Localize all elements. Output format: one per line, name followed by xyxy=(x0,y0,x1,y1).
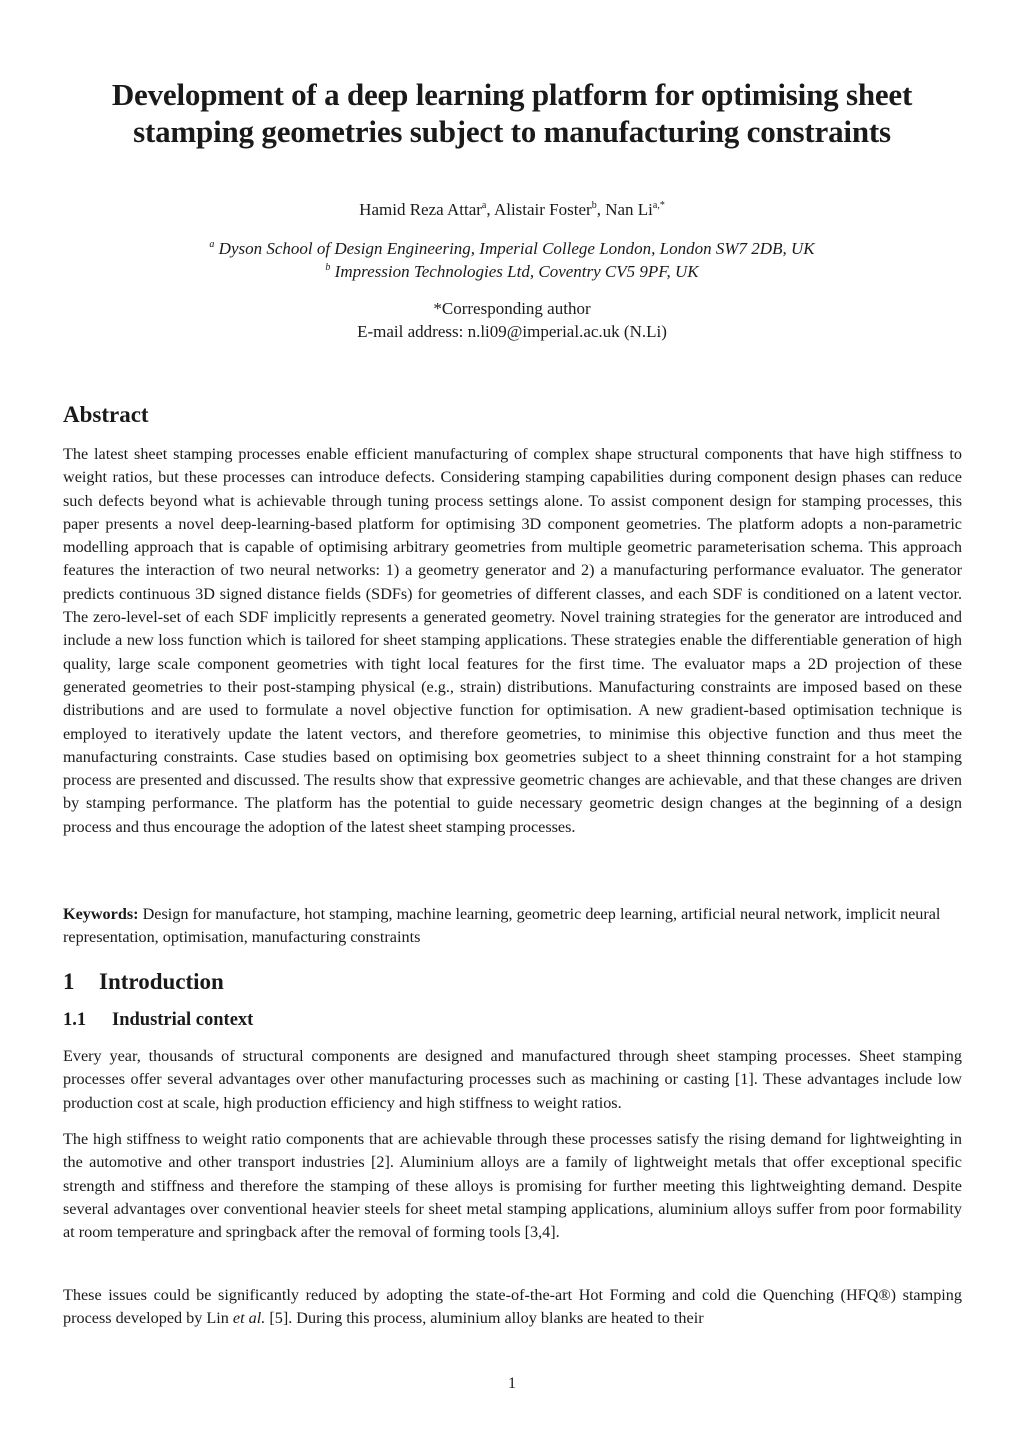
author-separator: , xyxy=(596,200,606,219)
corresponding-email: E-mail address: n.li09@imperial.ac.uk (N.Li) xyxy=(357,322,667,341)
corresponding-author-block xyxy=(0,297,1024,343)
affiliation-line xyxy=(0,237,1024,260)
author-separator: , xyxy=(486,200,494,219)
section-title: Introduction xyxy=(99,969,224,994)
affiliation-mark: b xyxy=(325,262,331,273)
paper-title xyxy=(40,76,984,150)
body-paragraph-1: Every year, thousands of structural components are designed and manufactured through sheet stamping processes. Sheet stamping processes offer several advantages over other manufacturing processes such as machining or casting [1]. These advantages include low production cost at scale, high production efficiency and high stiffness to weight ratios. xyxy=(63,1047,962,1112)
author-list xyxy=(0,199,1024,221)
keywords-list: Design for manufacture, hot stamping, machine learning, geometric deep learning, artificial neural network, implicit neural representation, optimisation, manufacturing constraints xyxy=(63,905,941,947)
body-paragraph-3 xyxy=(63,1284,962,1331)
abstract-heading: Abstract xyxy=(63,402,149,427)
author-name: Alistair Foster xyxy=(493,200,592,219)
author-name: Nan Li xyxy=(605,200,653,219)
affiliations xyxy=(0,237,1024,283)
body-paragraph-2: The high stiffness to weight ratio components that are achievable through these processes satisfy the rising demand for lightweighting in the automotive and other transport industries [2]. Aluminium alloys are a family of lightweight metals that offer exceptional specific strength and stiffness and therefore the stamping of these alloys is promising for further meeting this lightweighting demand. Despite several advantages over conventional heavier steels for sheet metal stamping applications, aluminium alloys suffer from poor formability at room temperature and springback after the removal of forming tools [3,4]. xyxy=(63,1130,962,1242)
abstract-body: The latest sheet stamping processes enable efficient manufacturing of complex shape structural components that have high stiffness to weight ratios, but these processes can introduce defects. Considering stamping capabilities during component design phases can reduce such defects beyond what is achievable through tuning process settings alone. To assist component design for stamping processes, this paper presents a novel deep-learning-based platform for optimising 3D component geometries. The platform adopts a non-parametric modelling approach that is capable of optimising arbitrary geometries from multiple geometric parameterisation schema. This approach features the interaction of two neural networks: 1) a geometry generator and 2) a manufacturing performance evaluator. The generator predicts continuous 3D signed distance fields (SDFs) for geometries of different classes, and each SDF is conditioned on a latent vector. The zero-level-set of each SDF implicitly represents a generated geometry. Novel training strategies for the generator are introduced and include a new loss function which is tailored for sheet stamping applications. These strategies enable the differentiable generation of high quality, large scale component geometries with tight local features for the first time. The evaluator maps a 2D projection of these generated geometries to their post-stamping physical (e.g., strain) distributions. Manufacturing constraints are imposed based on these distributions and are used to formulate a novel objective function for optimisation. A new gradient-based optimisation technique is employed to iteratively update the latent vectors, and therefore geometries, to minimise this objective function and thus meet the manufacturing constraints. Case studies based on optimising box geometries subject to a sheet thinning constraint for a hot stamping process are presented and discussed. The results show that expressive geometric changes are achievable, and that these changes are driven by stamping performance. The platform has the potential to guide necessary geometric design changes at the beginning of a design process and thus encourage the adoption of the latest sheet stamping processes. xyxy=(63,445,962,836)
page-number: 1 xyxy=(508,1375,516,1392)
corresponding-author-label: *Corresponding author xyxy=(433,299,591,318)
title-line-2: stamping geometries subject to manufacturing constraints xyxy=(133,114,891,149)
title-line-1: Development of a deep learning platform for optimising sheet xyxy=(111,77,913,112)
subsection-title: Industrial context xyxy=(112,1010,254,1030)
keywords xyxy=(63,903,962,950)
affiliation-text: Impression Technologies Ltd, Coventry CV5 9PF, UK xyxy=(330,262,699,281)
paragraph-emphasis: et al. xyxy=(232,1309,266,1328)
affiliation-mark: a xyxy=(209,239,215,250)
section-heading-introduction xyxy=(63,969,224,995)
author-affil-mark: a,* xyxy=(652,200,665,211)
affiliation-line xyxy=(0,260,1024,283)
keywords-label: Keywords: xyxy=(63,905,139,923)
paragraph-text: These issues could be significantly reduced by adopting the state-of-the-art Hot Forming and cold die Quenching (HFQ®) stamping process developed by Lin xyxy=(63,1286,962,1328)
author-name: Hamid Reza Attar xyxy=(359,200,482,219)
author-affil-mark: b xyxy=(591,200,597,211)
author-affil-mark: a xyxy=(481,200,487,211)
subsection-number: 1.1 xyxy=(63,1010,87,1030)
subsection-heading-industrial-context xyxy=(63,1010,253,1031)
paragraph-text: [5]. During this process, aluminium alloy blanks are heated to their xyxy=(265,1309,704,1328)
affiliation-text: Dyson School of Design Engineering, Imperial College London, London SW7 2DB, UK xyxy=(214,239,815,258)
section-number: 1 xyxy=(63,969,75,994)
